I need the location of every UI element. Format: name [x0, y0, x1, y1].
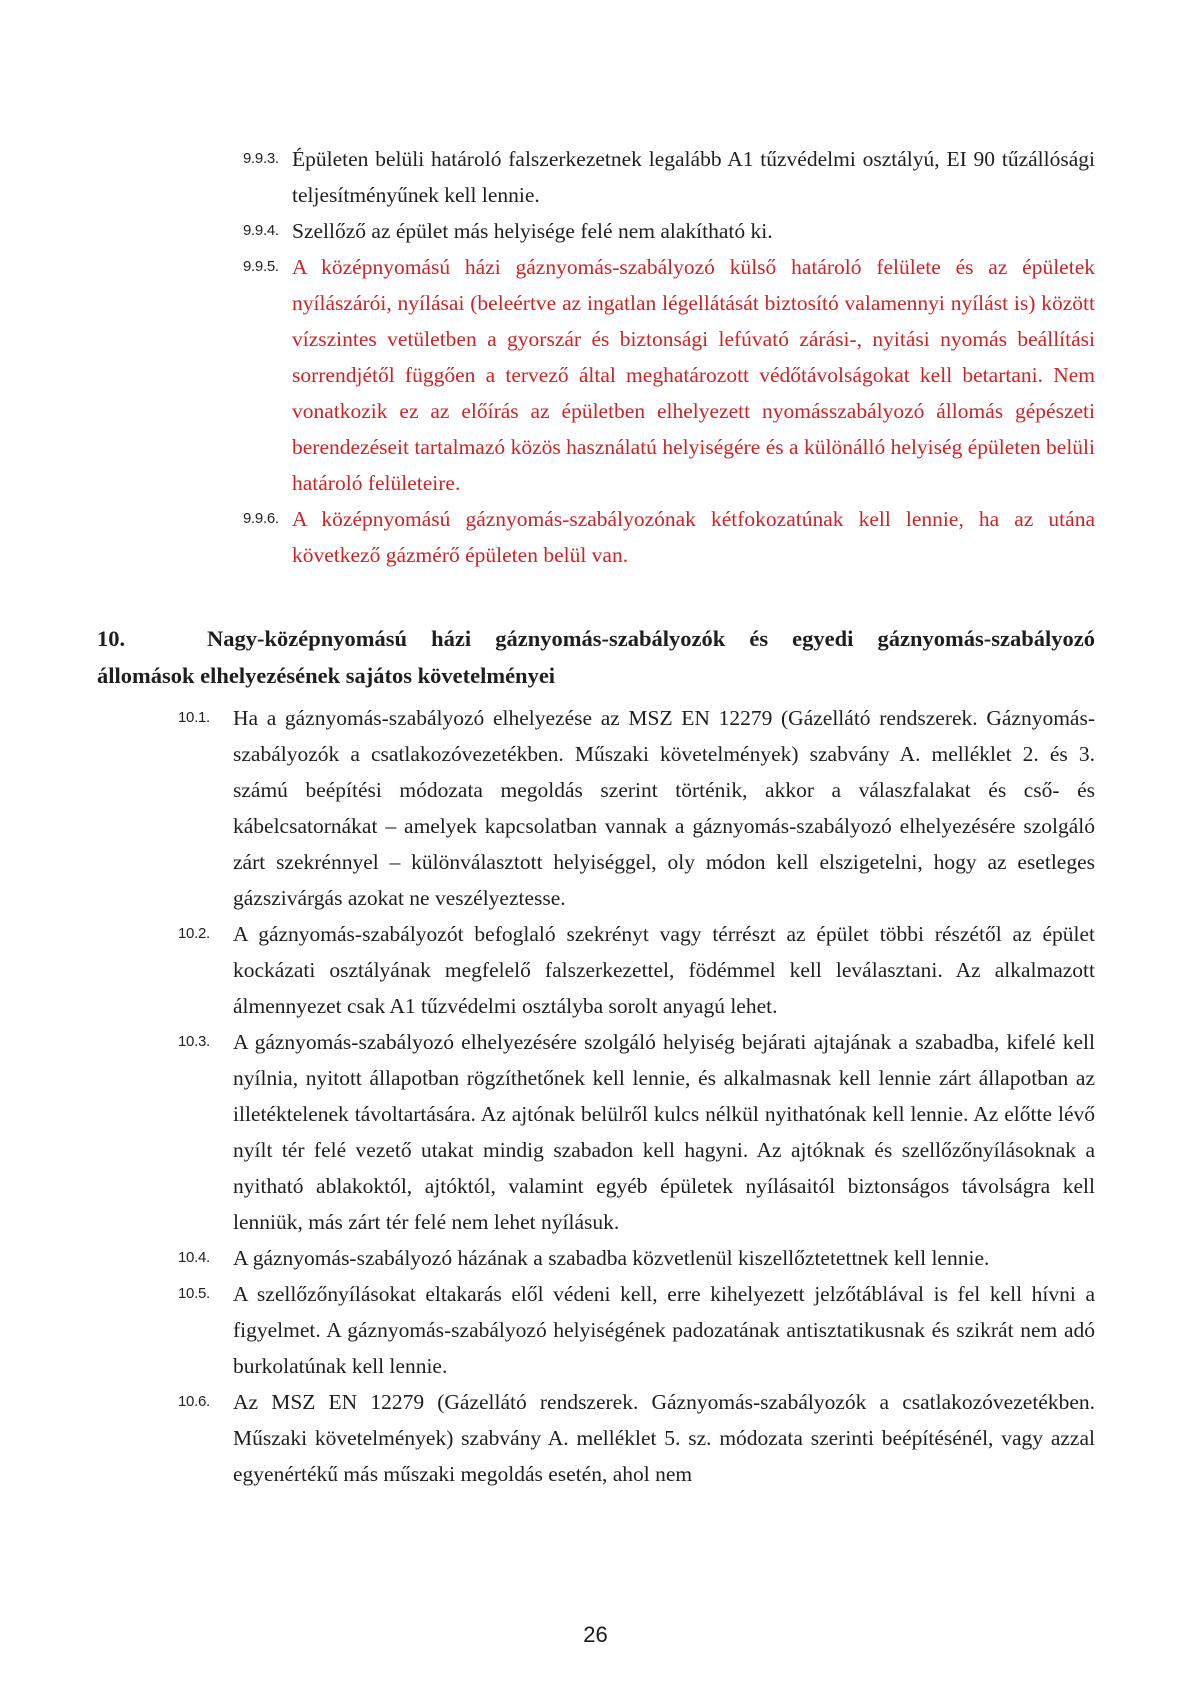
list-item-text: Szellőző az épület más helyisége felé nem alakítható ki. — [292, 219, 773, 243]
list-item-number: 9.9.5. — [243, 258, 279, 275]
list-item-10-5 — [178, 1276, 1095, 1384]
section-heading-title: Nagy-középnyomású házi gáznyomás-szabályozók és egyedi gáznyomás-szabályozó állomások elhelyezésének sajátos követelményei — [97, 626, 1095, 688]
list-item-number: 10.6. — [178, 1393, 210, 1410]
list-item-10-1 — [178, 700, 1095, 916]
list-item-text: A gáznyomás-szabályozó elhelyezésére szolgáló helyiség bejárati ajtajának a szabadba, kifelé kell nyílnia, nyitott állapotban rögzíthetőnek kell lennie, és alkalmasnak kell lennie zárt állapotban az illetéktelenek távoltartására. Az ajtónak belülről kulcs nélkül nyithatónak kell lennie. Az előtte lévő nyílt tér felé vezető utakat mindig szabadon kell hagyni. Az ajtóknak és szellőzőnyílásoknak a nyitható ablakoktól, ajtóktól, valamint egyéb épületek nyílásaitól biztonságos távolságra kell lenniük, más zárt tér felé nem lehet nyílásuk. — [233, 1030, 1095, 1234]
section-heading-number: 10. — [97, 626, 126, 651]
list-item-9-9-5 — [243, 249, 1095, 501]
list-item-10-6 — [178, 1384, 1095, 1492]
list-item-text: A gáznyomás-szabályozót befoglaló szekrényt vagy térrészt az épület többi részétől az épület kockázati osztályának megfelelő falszerkezettel, födémmel kell leválasztani. Az alkalmazott álmennyezet csak A1 tűzvédelmi osztályba sorolt anyagú lehet. — [233, 922, 1095, 1018]
list-item-9-9-3 — [243, 141, 1095, 213]
list-item-number: 10.1. — [178, 709, 210, 726]
list-item-number: 10.5. — [178, 1285, 210, 1302]
list-item-text: A középnyomású házi gáznyomás-szabályozó külső határoló felülete és az épületek nyílászárói, nyílásai (beleértve az ingatlan légellátását biztosító valamennyi nyílást is) között vízszintes vetületben a gyorszár és biztonsági lefúvató zárási-, nyitási nyomás beállítási sorrendjétől függően a tervező által meghatározott védőtávolságokat kell betartani. Nem vonatkozik ez az előírás az épületben elhelyezett nyomásszabályozó állomás gépészeti berendezéseit tartalmazó közös használatú helyiségére és a különálló helyiség épületen belüli határoló felületeire. — [292, 255, 1095, 495]
list-item-10-2 — [178, 916, 1095, 1024]
list-item-9-9-6 — [243, 501, 1095, 573]
section-heading — [97, 620, 1095, 694]
list-item-9-9-4 — [243, 213, 1095, 249]
list-item-number: 9.9.3. — [243, 150, 279, 167]
list-item-number: 10.4. — [178, 1249, 210, 1266]
list-item-text: A középnyomású gáznyomás-szabályozónak kétfokozatúnak kell lennie, ha az utána következő gázmérő épületen belül van. — [292, 507, 1095, 567]
list-item-10-4 — [178, 1240, 1095, 1276]
list-item-text: Ha a gáznyomás-szabályozó elhelyezése az MSZ EN 12279 (Gázellátó rendszerek. Gáznyomás-szabályozók a csatlakozóvezetékben. Műszaki követelmények) szabvány A. melléklet 2. és 3. számú beépítési módozata megoldás szerint történik, akkor a válaszfalakat és cső- és kábelcsatornákat – amelyek kapcsolatban vannak a gáznyomás-szabályozó elhelyezésére szolgáló zárt szekrénnyel – különválasztott helyiséggel, oly módon kell elszigetelni, hogy az esetleges gázszivárgás azokat ne veszélyeztesse. — [233, 706, 1095, 910]
list-item-number: 9.9.4. — [243, 222, 279, 239]
list-item-10-3 — [178, 1024, 1095, 1240]
list-item-number: 9.9.6. — [243, 510, 279, 527]
list-item-text: Az MSZ EN 12279 (Gázellátó rendszerek. Gáznyomás-szabályozók a csatlakozóvezetékben. Műszaki követelmények) szabvány A. melléklet 5. sz. módozata szerinti beépítésénél, vagy azzal egyenértékű más műszaki megoldás esetén, ahol nem — [233, 1390, 1095, 1486]
page-number: 26 — [583, 1622, 608, 1647]
list-item-number: 10.2. — [178, 925, 210, 942]
list-item-text: A gáznyomás-szabályozó házának a szabadba közvetlenül kiszellőztetettnek kell lennie. — [233, 1246, 990, 1270]
list-item-number: 10.3. — [178, 1033, 210, 1050]
list-item-text: Épületen belüli határoló falszerkezetnek legalább A1 tűzvédelmi osztályú, EI 90 tűzállósági teljesítményűnek kell lennie. — [292, 147, 1095, 207]
list-item-text: A szellőzőnyílásokat eltakarás elől védeni kell, erre kihelyezett jelzőtáblával is fel kell hívni a figyelmet. A gáznyomás-szabályozó helyiségének padozatának antisztatikusnak és szikrát nem adó burkolatúnak kell lennie. — [233, 1282, 1095, 1378]
